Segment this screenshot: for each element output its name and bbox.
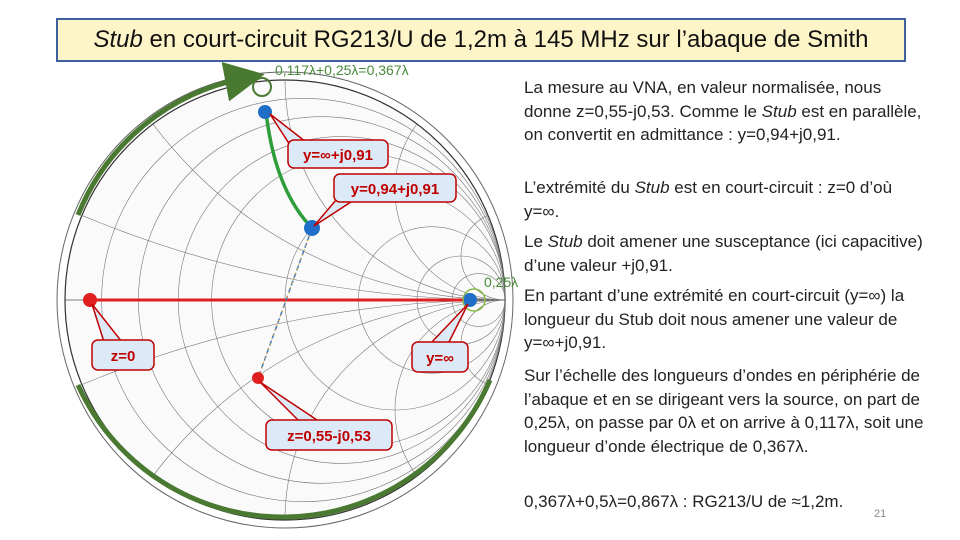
paragraph-wavelength-scale: Sur l’échelle des longueurs d’ondes en périphérie de l’abaque et en se dirigeant vers la source, on part de 0,25λ, on passe par 0λ et on arrive à 0,117λ, soit une longueur d’onde électrique de 0,367λ. [524,366,924,456]
label-y-094: y=0,94+j0,91 [350,181,440,198]
label-y-inf: y=∞ [426,350,454,367]
paragraph-vna-measure: La mesure au VNA, en valeur normalisée, nous donne z=0,55-j0,53. Comme le Stub est en parallèle, on convertit en admittance : y=0,94+j0,91. [524,78,922,144]
paragraph-susceptance: Le Stub doit amener une susceptance (ici capacitive) d’une valeur +j0,91. [524,232,923,275]
point-z055 [252,372,264,384]
label-quarter-wavelength: 0,25λ [484,274,519,290]
point-z0 [83,293,97,307]
paragraph-short-circuit: L’extrémité du Stub est en court-circuit : z=0 d’où y=∞. [524,178,893,221]
title-rest: en court-circuit RG213/U de 1,2m à 145 MHz sur l’abaque de Smith [142,26,869,53]
label-z0: z=0 [110,348,136,365]
point-y-inf-j091 [258,105,272,119]
page-number: 21 [874,508,887,520]
paragraph-stub-length: En partant d’une extrémité en court-circuit (y=∞) la longueur du Stub doit nous amener une valeur de y=∞+j0,91. [524,286,905,352]
point-y-inf [463,293,477,307]
paragraph-result: 0,367λ+0,5λ=0,867λ : RG213/U de ≈1,2m. [524,492,844,511]
label-z055: z=0,55-j0,53 [287,428,371,445]
label-y-inf-j091: y=∞+j0,91 [303,147,373,164]
title-stub: Stub [93,26,143,53]
label-top-length: 0,117λ+0,25λ=0,367λ [275,62,409,78]
